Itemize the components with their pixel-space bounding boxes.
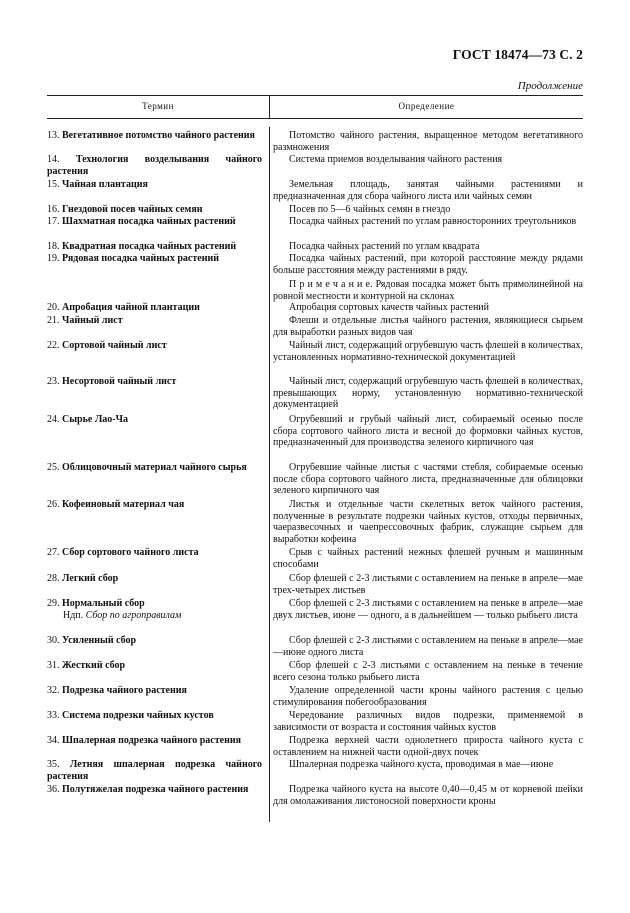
term-number: 33. <box>47 710 62 721</box>
term-number: 30. <box>47 635 62 646</box>
term-text: Нормальный сбор <box>62 598 145 609</box>
table-definition: Посев по 5—6 чайных семян в гнездо <box>289 204 451 215</box>
term-text: Усиленный сбор <box>62 635 137 646</box>
term-text: Полутяжелая подрезка чайного растения <box>62 784 249 795</box>
table-top-rule <box>47 95 583 96</box>
column-header-definitions: Определение <box>398 101 455 111</box>
table-term <box>47 414 262 426</box>
table-definition: Сбор флешей с 2-3 листьями с оставлением на пеньке в апреле—мае—июне одного листа <box>273 635 583 658</box>
table-term <box>47 241 262 253</box>
continuation-label: Продолжение <box>517 80 583 92</box>
table-definition: Апробация сортовых качеств чайных растений <box>289 302 490 313</box>
term-deprecated-synonym <box>47 610 262 622</box>
term-number: 26. <box>47 499 62 510</box>
term-number: 20. <box>47 302 62 313</box>
table-definition: Срыв с чайных растений нежных флешей ручным и машинным способами <box>273 547 583 570</box>
term-text: Летняя шпалерная подрезка чайного растения <box>47 759 262 782</box>
term-number: 35. <box>47 759 70 770</box>
term-text: Кофеиновый материал чая <box>62 499 185 510</box>
table-definition: Подрезка верхней части однолетнего прироста чайного куста с оставлением на нижней части одной-двух почек <box>273 735 583 758</box>
table-definition: Посадка чайных растений по углам равносторонних треугольников <box>289 216 577 227</box>
term-number: 15. <box>47 179 62 190</box>
term-number: 13. <box>47 130 62 141</box>
term-number: 23. <box>47 376 62 387</box>
table-term <box>47 340 262 352</box>
table-term <box>47 660 262 672</box>
table-term <box>47 302 262 314</box>
term-number: 34. <box>47 735 62 746</box>
table-term <box>47 573 262 585</box>
table-term <box>47 784 262 796</box>
term-number: 28. <box>47 573 62 584</box>
term-text: Гнездовой посев чайных семян <box>62 204 203 215</box>
term-number: 29. <box>47 598 62 609</box>
table-term <box>47 759 262 782</box>
table-term <box>47 685 262 697</box>
table-term <box>47 130 262 142</box>
term-number: 19. <box>47 253 62 264</box>
table-term <box>47 735 262 747</box>
table-term <box>47 253 262 265</box>
term-number: 25. <box>47 462 62 473</box>
column-header-terms: Термин <box>142 101 174 111</box>
table-term <box>47 598 262 621</box>
table-term <box>47 547 262 559</box>
table-term <box>47 635 262 647</box>
table-definition: Потомство чайного растения, выращенное методом вегетативного размножения <box>273 130 583 153</box>
term-number: 32. <box>47 685 62 696</box>
table-definition: Система приемов возделывания чайного растения <box>289 154 503 165</box>
definition-note: П р и м е ч а н и е. Рядовая посадка может быть прямолинейной на ровной местности и контурной на склонах <box>273 279 583 302</box>
table-definition: Удаление определенной части кроны чайного растения с целью стимулирования побегообразования <box>273 685 583 708</box>
term-text: Шахматная посадка чайных растений <box>62 216 236 227</box>
term-text: Сырье Лао-Ча <box>62 414 128 425</box>
table-definition: Шпалерная подрезка чайного куста, проводимая в мае—июне <box>289 759 554 770</box>
deprecated-term: Сбор по агроправилам <box>85 609 182 621</box>
table-definition: Посадка чайных растений по углам квадрата <box>289 241 480 252</box>
table-term <box>47 154 262 177</box>
term-text: Облицовочный материал чайного сырья <box>62 462 247 473</box>
term-text: Сортовой чайный лист <box>62 340 167 351</box>
term-text: Система подрезки чайных кустов <box>62 710 214 721</box>
table-definition: Чайный лист, содержащий огрубевшую часть флешей в количествах, превышающих норму, установленную нормативно-технической документацией <box>273 376 583 410</box>
table-definition: Чайный лист, содержащий огрубевшую часть флешей в количествах, установленных нормативно-технической документацией <box>273 340 583 363</box>
document-reference: ГОСТ 18474—73 С. 2 <box>452 47 583 62</box>
term-number: 16. <box>47 204 62 215</box>
table-definition: Подрезка чайного куста на высоте 0,40—0,45 м от корневой шейки для омолаживания листоносной поверхности кроны <box>273 784 583 807</box>
table-definition: Флеши и отдельные листья чайного растения, являющиеся сырьем для выработки разных видов чая <box>273 315 583 338</box>
term-text: Вегетативное потомство чайного растения <box>62 130 255 141</box>
body-column-divider <box>269 127 270 822</box>
table-definition: Посадка чайных растений, при которой расстояние между рядами больше расстояния между растениями в ряду. <box>273 253 583 276</box>
table-term <box>47 710 262 722</box>
term-text: Несортовой чайный лист <box>62 376 177 387</box>
table-definition: Сбор флешей с 2-3 листьями с оставлением на пеньке в апреле—мае двух листьев, июне — одного, а в дальнейшем — только рыбьего листа <box>273 598 583 621</box>
table-definition: Листья и отдельные части скелетных веток чайного растения, полученные в результате подрезки чайных кустов, отходы первичных, чаеразвесочных и чаепрессовочных фабрик, служащие сырьем для выработки кофеина <box>273 499 583 545</box>
term-number: 27. <box>47 547 62 558</box>
term-text: Сбор сортового чайного листа <box>62 547 199 558</box>
table-term <box>47 216 262 228</box>
term-number: 31. <box>47 660 62 671</box>
table-term <box>47 204 262 216</box>
term-text: Шпалерная подрезка чайного растения <box>62 735 242 746</box>
table-term <box>47 315 262 327</box>
term-number: 24. <box>47 414 62 425</box>
table-header-rule <box>47 118 583 119</box>
term-number: 14. <box>47 154 76 165</box>
table-term <box>47 179 262 191</box>
term-text: Жесткий сбор <box>62 660 126 671</box>
table-definition: Огрубевшие чайные листья с частями стебля, собираемые осенью после сбора сортового чайного листа, предназначенные для облицовки зеленого кирпичного чая <box>273 462 583 496</box>
table-definition: Чередование различных видов подрезки, применяемой в зависимости от возраста и состояния чайных кустов <box>273 710 583 733</box>
term-number: 36. <box>47 784 62 795</box>
table-term <box>47 462 262 474</box>
table-term <box>47 376 262 388</box>
term-number: 18. <box>47 241 62 252</box>
term-text: Апробация чайной плантации <box>62 302 200 313</box>
term-text: Квадратная посадка чайных растений <box>62 241 237 252</box>
table-term <box>47 499 262 511</box>
term-text: Рядовая посадка чайных растений <box>62 253 219 264</box>
term-number: 22. <box>47 340 62 351</box>
term-text: Подрезка чайного растения <box>62 685 187 696</box>
term-text: Чайный лист <box>62 315 123 326</box>
table-definition: Сбор флешей с 2-3 листьями с оставлением на пеньке в апреле—мае трех-четырех листьев <box>273 573 583 596</box>
table-definition: Земельная площадь, занятая чайными растениями и предназначенная для сбора чайного листа или чайных семян <box>273 179 583 202</box>
term-number: 21. <box>47 315 62 326</box>
term-text: Технология возделывания чайного растения <box>47 154 263 177</box>
table-definition: Огрубевший и грубый чайный лист, собираемый осенью после сбора сортового чайного листа и весной до формовки чайных кустов, предназначенный для производства зеленого кирпичного чая <box>273 414 583 448</box>
deprecated-prefix: Ндп. <box>63 609 86 621</box>
term-text: Чайная плантация <box>62 179 148 190</box>
table-definition: Сбор флешей с 2-3 листьями с оставлением на пеньке в течение всего сезона только рыбьего листа <box>273 660 583 683</box>
term-number: 17. <box>47 216 62 227</box>
term-text: Легкий сбор <box>62 573 119 584</box>
